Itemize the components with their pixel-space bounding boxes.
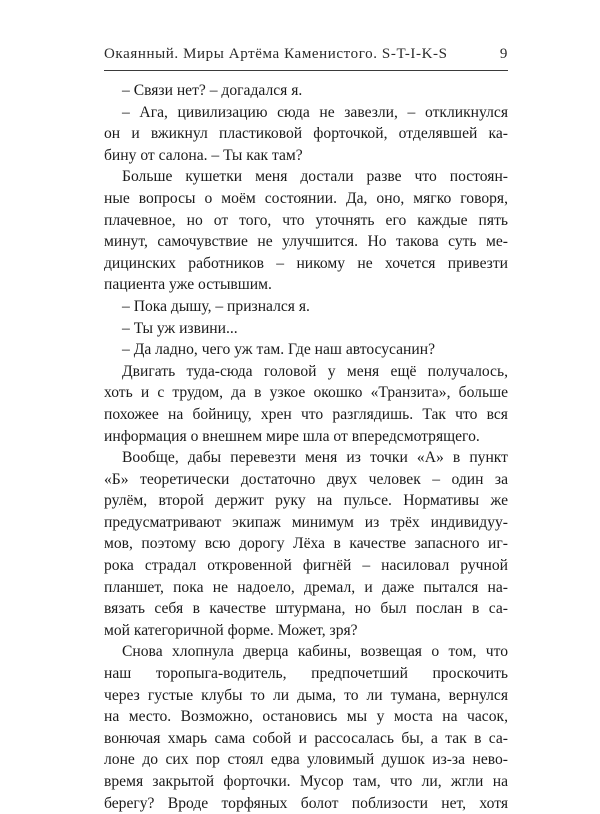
- text-line: – Ты уж извини...: [122, 319, 238, 337]
- text-line: лоне до сих пор стоял едва уловимый душок из-за нево-: [104, 751, 508, 769]
- text-line: через густые клубы то ли дыма, то ли тумана, вернулся: [104, 686, 508, 704]
- text-line: вязать себя в качестве штурмана, но был послан в са-: [104, 600, 508, 618]
- text-line: рока страдал откровенной фигнёй – насиловал ручной: [104, 557, 508, 575]
- text-line: мой категоричной форме. Может, зря?: [104, 621, 358, 639]
- text-line: мов, поэтому всю дорогу Лёха в качестве запасного иг-: [104, 535, 508, 553]
- text-line: рулём, второй держит руку на пульсе. Нормативы же: [104, 492, 508, 510]
- text-line: на место. Возможно, остановись мы у моста на часок,: [104, 708, 508, 726]
- text-line: планшет, пока не надоело, дремал, и даже пытался на-: [104, 578, 508, 596]
- text-line: – Ага, цивилизацию сюда не завезли, – откликнулся: [122, 103, 508, 121]
- running-head: [104, 46, 508, 68]
- text-line: время закрытой форточки. Мусор там, что ли, жгли на: [104, 773, 508, 790]
- text-line: предусматривают экипаж минимум из трёх индивидуу-: [104, 513, 508, 531]
- text-line: пациента уже остывшим.: [104, 276, 272, 294]
- text-line: бину от салона. – Ты как там?: [104, 146, 303, 164]
- running-title: Окаянный. Миры Артёма Каменистого. S-T-I-K-S: [104, 46, 448, 62]
- text-line: плачевное, но от того, что уточнять его каждые пять: [104, 211, 508, 229]
- body-text: [104, 80, 508, 814]
- text-line: «Б» теоретически достаточно двух человек – один за: [104, 470, 508, 488]
- text-line: информация о внешнем мире шла от впередсмотрящего.: [104, 427, 480, 445]
- header-rule: [104, 70, 508, 71]
- text-line: он и вжикнул пластиковой форточкой, отделявшей ка-: [104, 125, 508, 143]
- text-line: наш торопыга-водитель, предпочетший проскочить: [104, 665, 508, 683]
- text-line: Вообще, дабы перевезти меня из точки «А» в пункт: [122, 449, 508, 467]
- text-line: берегу? Вроде торфяных болот поблизости нет, хотя: [104, 794, 508, 812]
- text-line: – Да ладно, чего уж там. Где наш автосусанин?: [122, 341, 436, 359]
- page-number: 9: [499, 46, 508, 62]
- text-line: – Пока дышу, – признался я.: [122, 297, 310, 315]
- text-line: Двигать туда-сюда головой у меня ещё получалось,: [122, 362, 508, 380]
- text-line: хоть и с трудом, да в узкое окошко «Транзита», больше: [104, 384, 508, 402]
- text-line: минут, самочувствие не улучшится. Но такова суть ме-: [104, 233, 508, 251]
- text-line: Снова хлопнула дверца кабины, возвещая о том, что: [122, 643, 508, 661]
- text-line: дицинских работников – никому не хочется привезти: [104, 254, 508, 272]
- text-line: ные вопросы о моём состоянии. Да, оно, мягко говоря,: [104, 189, 508, 207]
- text-line: – Связи нет? – догадался я.: [122, 82, 303, 99]
- text-line: похожее на бойницу, хрен что разглядишь. Так что вся: [104, 405, 508, 423]
- text-line: Больше кушетки меня достали разве что постоян-: [122, 168, 508, 186]
- text-line: вонючая хмарь сама собой и рассосалась бы, а так в са-: [104, 729, 508, 747]
